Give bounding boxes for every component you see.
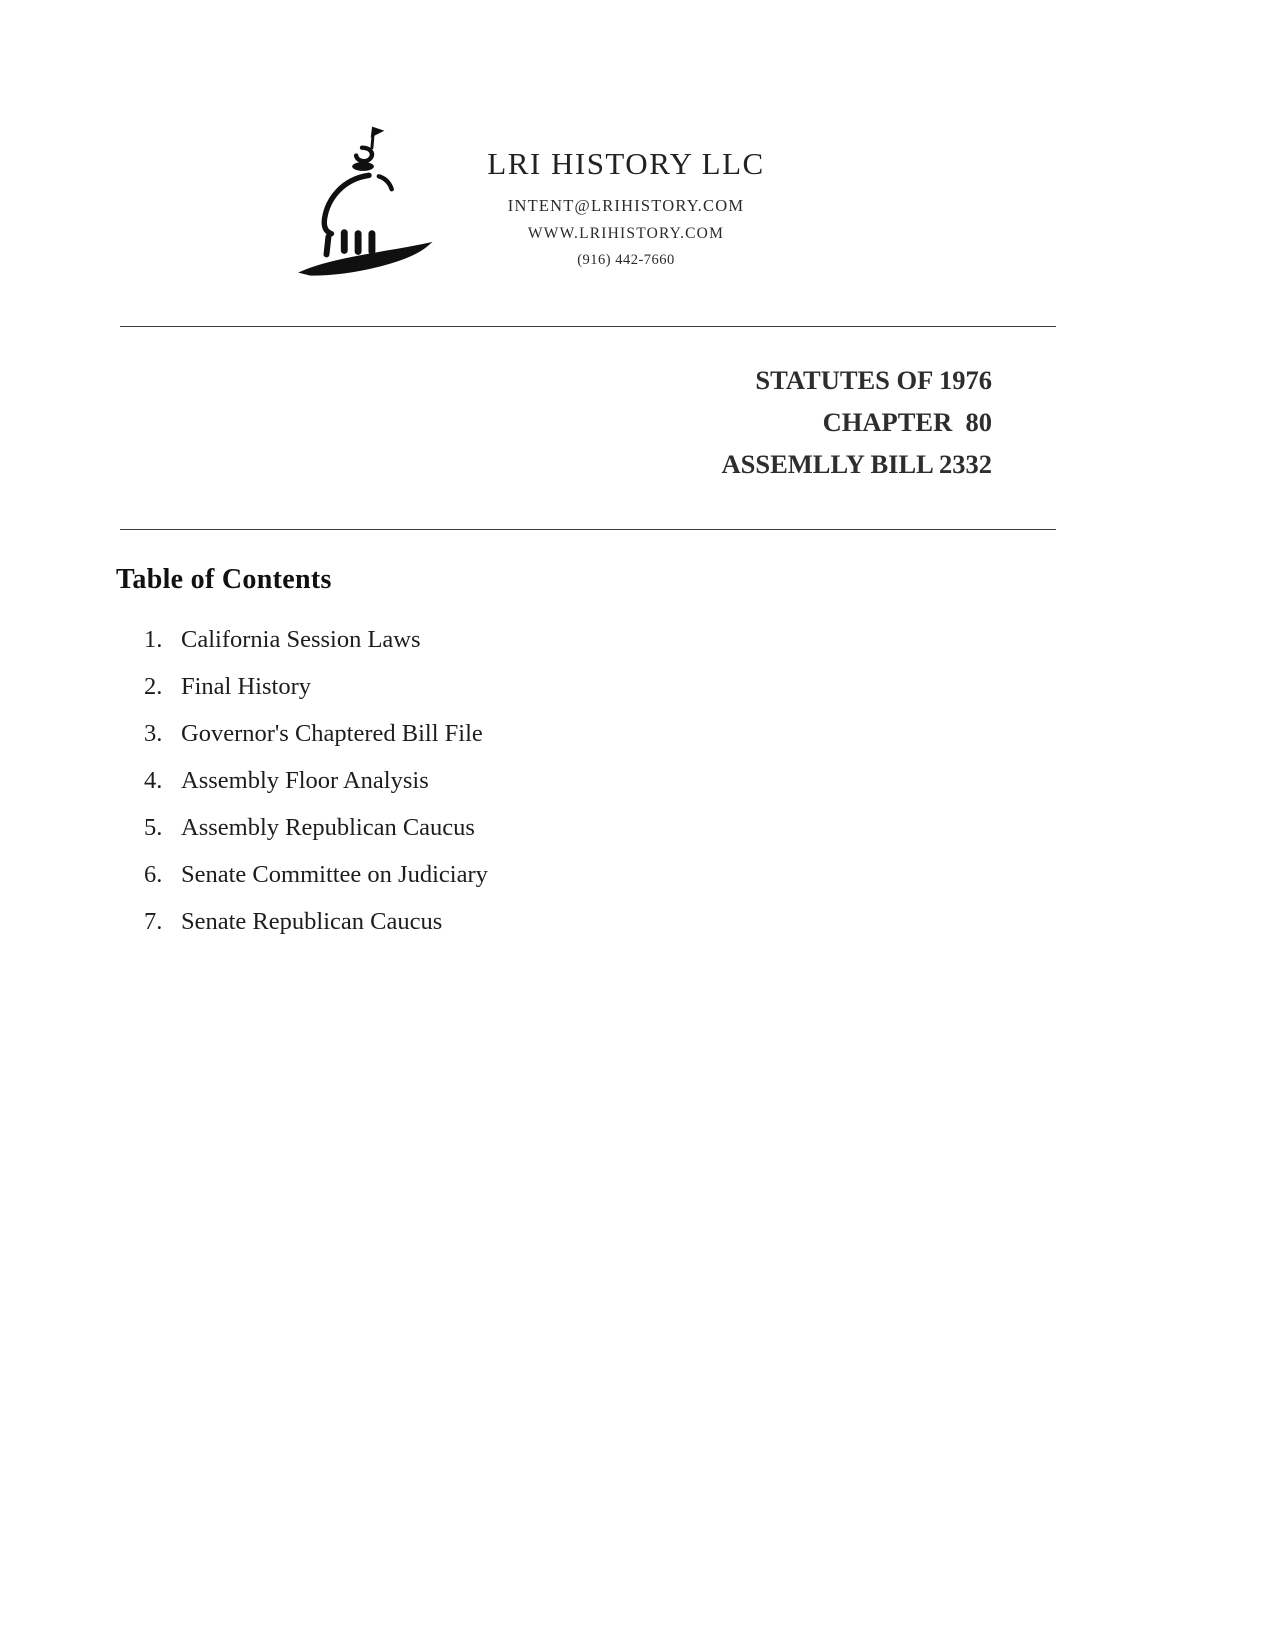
toc-item (144, 673, 1276, 700)
divider-top (120, 326, 1056, 327)
toc-item (144, 720, 1276, 747)
company-name: LRI HISTORY LLC (487, 146, 765, 181)
company-phone: (916) 442-7660 (577, 252, 675, 268)
letterhead-text (476, 146, 776, 269)
divider-bottom (120, 529, 1056, 530)
toc-item (144, 861, 1276, 888)
toc-item-number: 4. (144, 767, 163, 794)
statutes-line: STATUTES OF 1976 (755, 365, 992, 395)
toc-item-label: Assembly Floor Analysis (181, 767, 429, 794)
toc-item-label: Senate Republican Caucus (181, 908, 443, 935)
toc-item-label: Governor's Chaptered Bill File (181, 720, 483, 747)
toc-item-number: 5. (144, 814, 163, 841)
toc-item-label: California Session Laws (181, 626, 421, 653)
toc-item-number: 2. (144, 673, 163, 700)
toc-item-number: 6. (144, 861, 163, 888)
company-logo (292, 122, 442, 290)
chapter-line: CHAPTER 80 (822, 407, 992, 437)
statute-title-block (0, 359, 992, 485)
toc-item-number: 1. (144, 626, 163, 653)
letterhead (0, 0, 1276, 290)
toc-list (144, 626, 1276, 935)
toc-item-label: Assembly Republican Caucus (181, 814, 475, 841)
toc-item-label: Final History (181, 673, 311, 700)
toc-item (144, 626, 1276, 653)
table-of-contents (116, 564, 1276, 935)
toc-item (144, 767, 1276, 794)
toc-item (144, 814, 1276, 841)
assembly-bill-line: ASSEMLLY BILL 2332 (721, 449, 992, 479)
company-website: WWW.LRIHISTORY.COM (527, 225, 725, 242)
toc-item (144, 908, 1276, 935)
toc-heading: Table of Contents (116, 564, 332, 595)
company-email: INTENT@LRIHISTORY.COM (507, 196, 745, 215)
toc-item-number: 7. (144, 908, 163, 935)
toc-item-label: Senate Committee on Judiciary (181, 861, 488, 888)
toc-item-number: 3. (144, 720, 163, 747)
capitol-dome-sketch-icon (292, 122, 442, 290)
